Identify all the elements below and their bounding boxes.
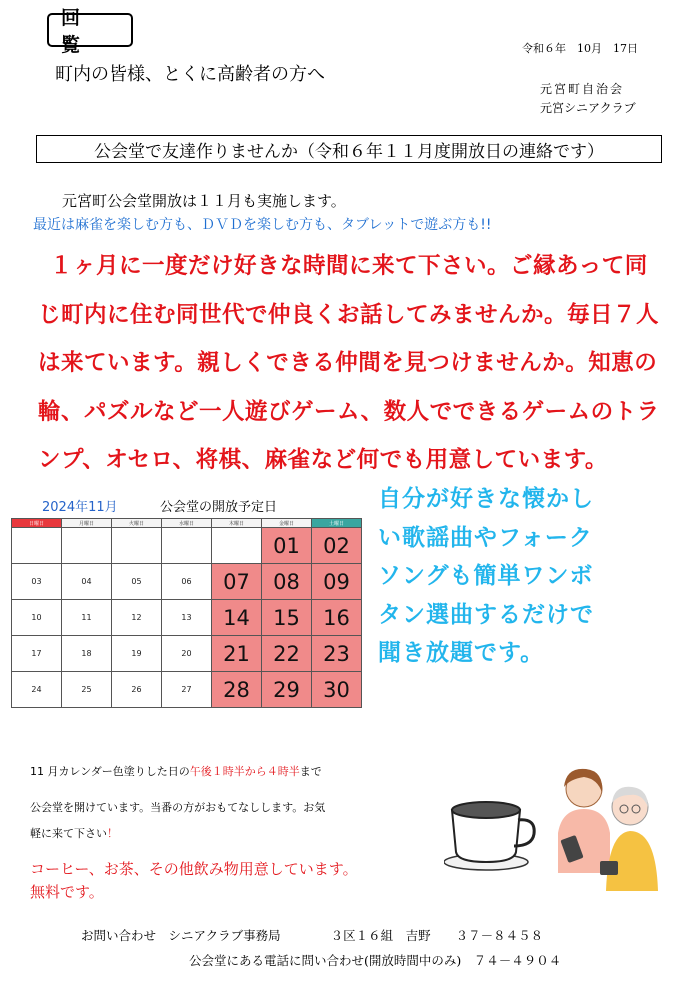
calendar-empty-cell: [212, 528, 262, 564]
main-message: １ヶ月に一度だけ好きな時間に来て下さい。ご縁あって同じ町内に住む同世代で仲良くお話してみませんか。毎日７人は来ています。親しくできる仲間を見つけませんか。知恵の輪、パズルなど一人遊びゲーム、数人でできるゲームのトランプ、オセロ、将棋、麻雀など何でも用意しています。: [38, 253, 660, 473]
contact-hall-phone: 公会堂にある電話に問い合わせ(開放時間中のみ) ７４－４９０４: [189, 953, 562, 968]
calendar-day: 19: [112, 636, 162, 672]
calendar-day: 06: [162, 564, 212, 600]
intro-line: 元宮町公会堂開放は１１月も実施します。: [62, 192, 346, 210]
calendar-open-day: 09: [312, 564, 362, 600]
calendar-day: 12: [112, 600, 162, 636]
calendar-open-day: 14: [212, 600, 262, 636]
calendar-day: 27: [162, 672, 212, 708]
calendar-day: 03: [12, 564, 62, 600]
calendar-empty-cell: [12, 528, 62, 564]
activities-line: 最近は麻雀を楽しむ方も、ＤＶＤを楽しむ方も、タブレットで遊ぶ方も!!: [33, 217, 492, 233]
calendar-day: 04: [62, 564, 112, 600]
calendar-open-day: 23: [312, 636, 362, 672]
calendar-open-day: 02: [312, 528, 362, 564]
calendar-empty-cell: [112, 528, 162, 564]
karaoke-line: い歌謡曲やフォーク: [378, 524, 593, 551]
drinks-notice: コーヒー、お茶、その他飲み物用意しています。: [30, 860, 358, 878]
weekday-header: 水曜日: [162, 519, 212, 528]
calendar-open-day: 22: [262, 636, 312, 672]
calendar-day: 10: [12, 600, 62, 636]
calendar-open-day: 15: [262, 600, 312, 636]
welcome-line: [30, 825, 118, 841]
calendar-day: 11: [62, 600, 112, 636]
coffee-cup-illustration: [444, 792, 544, 872]
calendar-week-row: [12, 528, 362, 564]
calendar-open-day: 01: [262, 528, 312, 564]
calendar-empty-cell: [62, 528, 112, 564]
weekday-header: 火曜日: [112, 519, 162, 528]
calendar-day: 25: [62, 672, 112, 708]
calendar-weekday-row: [12, 519, 362, 528]
calendar-open-day: 29: [262, 672, 312, 708]
calendar-open-day: 21: [212, 636, 262, 672]
calendar-open-day: 30: [312, 672, 362, 708]
calendar-day: 18: [62, 636, 112, 672]
page-title: 公会堂で友達作りませんか（令和６年１１月度開放日の連絡です）: [36, 135, 662, 163]
organization-senior-club: 元宮シニアクラブ: [540, 101, 636, 115]
open-hours-pre: 11 月カレンダー色塗りした日の: [30, 765, 190, 778]
karaoke-line: ソングも簡単ワンボ: [378, 563, 594, 589]
hospitality-line: 公会堂を開けています。当番の方がおもてなしします。お気: [30, 801, 326, 814]
free-notice: 無料です。: [30, 883, 104, 901]
calendar-open-day: 16: [312, 600, 362, 636]
calendar-subtitle: 公会堂の開放予定日: [160, 500, 278, 515]
weekday-header: 日曜日: [12, 519, 62, 528]
open-hours-line: [30, 763, 322, 779]
open-day-calendar: [11, 518, 362, 708]
calendar-open-day: 28: [212, 672, 262, 708]
organization-association: 元宮町自治会: [540, 82, 625, 96]
karaoke-line: 自分が好きな懐かし: [378, 486, 594, 512]
karaoke-line: 聞き放題です。: [378, 640, 545, 666]
open-hours-post: まで: [299, 765, 322, 778]
calendar-day: 05: [112, 564, 162, 600]
karaoke-notice: [378, 480, 678, 673]
calendar-empty-cell: [162, 528, 212, 564]
contact-office: お問い合わせ シニアクラブ事務局 ３区１６組 吉野 ３７－８４５８: [81, 928, 544, 943]
weekday-header: 土曜日: [312, 519, 362, 528]
weekday-header: 金曜日: [262, 519, 312, 528]
weekday-header: 月曜日: [62, 519, 112, 528]
welcome-text: 軽に来て下さい: [30, 827, 107, 840]
seniors-with-tablet-illustration: [548, 763, 666, 893]
calendar-day: 17: [12, 636, 62, 672]
calendar-week-row: [12, 564, 362, 600]
greeting: 町内の皆様、とくに高齢者の方へ: [55, 64, 325, 85]
calendar-week-row: [12, 600, 362, 636]
calendar-open-day: 07: [212, 564, 262, 600]
calendar-month-label: 2024年11月: [42, 500, 118, 515]
calendar-day: 20: [162, 636, 212, 672]
calendar-week-row: [12, 636, 362, 672]
welcome-mark: ！: [107, 827, 118, 840]
weekday-header: 木曜日: [212, 519, 262, 528]
circular-notice-label: 回 覧: [47, 13, 133, 47]
calendar-day: 26: [112, 672, 162, 708]
calendar-day: 24: [12, 672, 62, 708]
calendar-week-row: [12, 672, 362, 708]
open-hours-time: 午後１時半から４時半: [189, 765, 300, 778]
karaoke-line: タン選曲するだけで: [378, 601, 594, 628]
calendar-day: 13: [162, 600, 212, 636]
calendar-open-day: 08: [262, 564, 312, 600]
issue-date: 令和６年 10月 17日: [522, 42, 638, 55]
